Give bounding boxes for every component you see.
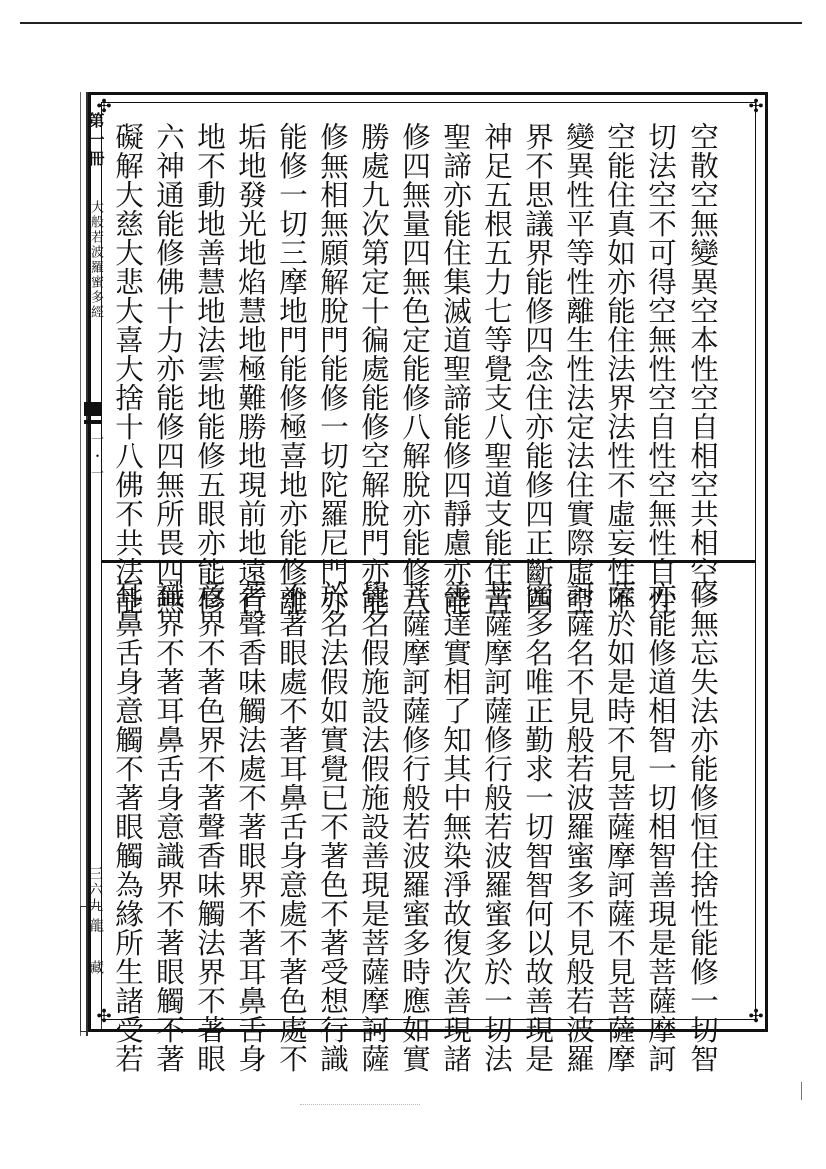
- corner-ornament-icon: ✣: [96, 1006, 112, 1027]
- upper-text-column: 界不思議界能修四念住亦能修四正斷四: [521, 122, 554, 615]
- lower-text-column: 蜜多名唯正勤求一切智智何以故善現是: [521, 580, 554, 1073]
- corner-ornament-icon: ✣: [748, 1006, 764, 1027]
- upper-text-column: 能修一切三摩地門能修極喜地亦能修離: [275, 122, 308, 615]
- upper-text-column: 修無相無願解脫門能修一切陀羅尼門亦: [316, 122, 349, 615]
- upper-text-column: 神足五根五力七等覺支八聖道支能住苦: [480, 122, 513, 615]
- sutra-title: 大般若波羅蜜多經: [88, 200, 103, 320]
- lower-text-column: 覺名假施設法假施設善現是菩薩摩訶薩: [357, 580, 390, 1073]
- upper-text-column: 六神通能修佛十力亦能修四無所畏四無: [152, 122, 185, 615]
- lower-text-column: 菩薩摩訶薩修行般若波羅蜜多於一切法: [480, 580, 513, 1073]
- upper-text-column: 礙解大慈大悲大喜大捨十八佛不共法能: [111, 122, 144, 615]
- corner-ornament-icon: ✣: [96, 96, 112, 117]
- lower-text-column: 耳鼻舌身意觸不著眼觸為緣所生諸受若: [111, 580, 144, 1073]
- upper-text-column: 空能住真如亦能住法界法性不虛妄性不: [603, 122, 636, 615]
- edition-label: 龍藏: [88, 918, 104, 1002]
- lower-text-column: 識界不著耳鼻舌身意識界不著眼觸不著: [152, 580, 185, 1073]
- upper-text-column: 修四無量四無色定能修八解脫亦能修八: [398, 122, 431, 615]
- lower-text-column: 著聲香味觸法處不著眼界不著耳鼻舌身: [234, 580, 267, 1073]
- lower-text-column: 於名法假如實覺已不著色不著受想行識: [316, 580, 349, 1073]
- page-number: 三六九: [87, 866, 103, 914]
- lower-text-column: 亦能修道相智一切相智善現是菩薩摩訶: [644, 580, 677, 1073]
- upper-text-column: 聖諦亦能住集滅道聖諦能修四靜慮亦能: [439, 122, 472, 615]
- page-edge-mark: [801, 1082, 802, 1100]
- upper-text-column: 地不動地善慧地法雲地能修五眼亦能修: [193, 122, 226, 615]
- lower-text-column: 修無忘失法亦能修恒住捨性能修一切智: [686, 580, 719, 1073]
- lower-text-column: 薩於如是時不見菩薩摩訶薩不見菩薩摩: [603, 580, 636, 1073]
- lower-text-column: 善達實相了知其中無染淨故復次善現諸: [439, 580, 472, 1073]
- page-top-rule: [20, 22, 802, 24]
- volume-label: 第一冊: [86, 112, 105, 169]
- lower-text-column: 菩薩摩訶薩修行般若波羅蜜多時應如實: [398, 580, 431, 1073]
- corner-ornament-icon: ✣: [748, 96, 764, 117]
- upper-text-column: 變異性平等性離生性法定法住實際虛空: [562, 122, 595, 615]
- section-number: 一・一: [88, 432, 103, 483]
- upper-text-column: 空散空無變異空本性空自相空共相空一: [686, 122, 719, 615]
- upper-text-column: 切法空不可得空無性空自性空無性自性: [644, 122, 677, 615]
- upper-text-column: 勝處九次第定十徧處能修空解脫門亦能: [357, 122, 390, 615]
- lower-text-column: 意界不著色界不著聲香味觸法界不著眼: [193, 580, 226, 1073]
- upper-text-column: 垢地發光地焰慧地極難勝地現前地遠行: [234, 122, 267, 615]
- lower-text-column: 訶薩名不見般若波羅蜜多不見般若波羅: [562, 580, 595, 1073]
- scan-artifact: [300, 1104, 420, 1107]
- lower-text-column: 不著眼處不著耳鼻舌身意處不著色處不: [275, 580, 308, 1073]
- margin-outer-rule: [80, 92, 81, 1036]
